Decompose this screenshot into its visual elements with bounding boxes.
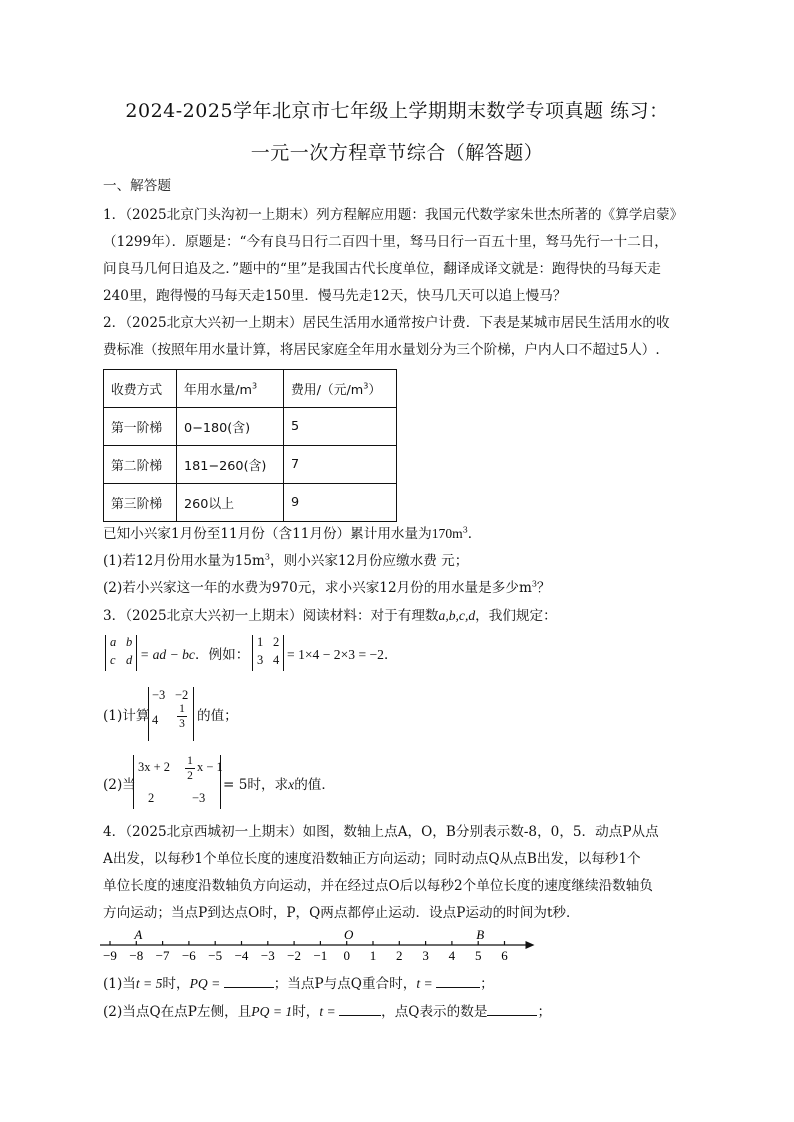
det-entry: 4	[152, 713, 159, 727]
table-cell: 7	[284, 446, 397, 484]
definition-rhs: = ad − bc．例如：	[140, 647, 250, 663]
table-header-cell: 年用水量$/m^3$	[177, 370, 284, 408]
section-heading: 一、解答题	[103, 178, 171, 194]
table-row	[104, 408, 397, 446]
axis-tick-label: 0	[343, 948, 350, 963]
table-cell: 9	[284, 484, 397, 522]
q2-known-usage: 已知小兴家1月份至11月份（含11月份）累计用水量为$170m^3$．	[103, 525, 482, 542]
fraction-one-half: 1 2	[185, 755, 195, 782]
q4-line: 方向运动；当点P到达点O时，P，Q两点都停止运动．设点P运动的时间为t秒．	[103, 905, 580, 921]
axis-tick-label: 6	[501, 948, 508, 963]
answer-blank[interactable]	[487, 1003, 537, 1016]
q4-part2: (2)当点Q在点P左侧，且PQ = 1时，t = ，点Q表示的数是 ；	[103, 1004, 552, 1020]
det-entry: x − 1	[197, 760, 223, 774]
axis-tick-label: 4	[448, 948, 456, 963]
q4-line: 单位长度的速度沿数轴负方向运动，并在经过点O后以每秒2个单位长度的速度继续沿数轴负	[103, 878, 653, 894]
table-cell: 第三阶梯	[104, 484, 177, 522]
axis-tick-label: 3	[422, 948, 429, 963]
table-header-row	[104, 370, 397, 408]
q1-line: 1．（2025北京门头沟初一上期末）列方程解应用题：我国元代数学家朱世杰所著的《算学启蒙》	[103, 207, 684, 223]
axis-tick-label: −8	[129, 948, 144, 963]
q2-line: 2．（2025北京大兴初一上期末）居民生活用水通常按户计费．下表是某城市居民生活用水的收	[103, 315, 670, 331]
table-cell: 第一阶梯	[104, 408, 177, 446]
table-row	[104, 484, 397, 522]
example-rhs: = 1×4 − 2×3 = −2．	[287, 647, 398, 662]
axis-tick-label: −4	[234, 948, 249, 963]
q4-line: A出发，以每秒1个单位长度的速度沿数轴正方向运动；同时动点Q从点B出发，以每秒1个	[103, 851, 641, 867]
det-entry: −3	[152, 688, 166, 702]
answer-blank[interactable]	[436, 975, 480, 988]
table-cell: 0−180(含)	[177, 408, 284, 446]
det-entry: −3	[192, 791, 206, 805]
q3-part2-label: (2)当	[103, 777, 136, 793]
q2-line: 费标准（按照年用水量计算，将居民家庭全年用水量划分为三个阶梯，户内人口不超过5人）.	[103, 342, 660, 358]
axis-tick-label: −9	[103, 948, 117, 963]
axis-tick-label: −7	[155, 948, 170, 963]
axis-tick-label: 1	[369, 948, 377, 963]
table-header-cell: 收费方式	[104, 370, 177, 408]
page-title-line1: 2024-2025学年北京市七年级上学期期末数学专项真题 练习：	[125, 100, 669, 122]
q3-part1-label: (1)计算	[103, 708, 150, 724]
table-row	[104, 446, 397, 484]
det-entry: 3	[257, 653, 264, 667]
q3-part2-end: = 5时，求x的值．	[223, 777, 335, 793]
det-entry: 3x + 2	[138, 760, 171, 774]
point-label: B	[476, 927, 485, 942]
definition-determinant	[105, 635, 137, 671]
axis-tick-label: 5	[474, 948, 482, 963]
q3-part1-end: 的值；	[197, 708, 238, 724]
det-entry: d	[126, 653, 133, 667]
q4-line: 4．（2025北京西城初一上期末）如图，数轴上点A，O，B分别表示数-8，0，5．动点P从点	[103, 824, 659, 840]
table-header-cell: 费用/（元$/m^3$）	[284, 370, 397, 408]
det-entry: b	[126, 635, 133, 649]
q2-part1: (1)若12月份用水量为$15m^3$，则小兴家12月份应缴水费 元；	[103, 552, 469, 569]
det-entry: c	[110, 653, 116, 667]
det-entry: 4	[273, 653, 280, 667]
det-entry: −2	[175, 688, 189, 702]
fraction-one-third: 1 3	[177, 703, 187, 730]
det-entry: a	[110, 635, 117, 649]
water-fee-table	[103, 369, 397, 522]
axis-tick-label: −5	[208, 948, 223, 963]
part1-determinant	[148, 687, 194, 741]
example-determinant	[252, 635, 284, 671]
point-label: A	[134, 927, 143, 942]
table-cell: 第二阶梯	[104, 446, 177, 484]
table-cell: 5	[284, 408, 397, 446]
page-title-line2: 一元一次方程章节综合（解答题）	[250, 142, 544, 164]
q4-part1: (1)当t = 5时，PQ = ；当点P与点Q重合时，t = ；	[103, 976, 494, 992]
det-entry: 1	[257, 635, 264, 649]
q1-line: 240里，跑得慢的马每天走150里．慢马先走12天，快马几天可以追上慢马？	[103, 288, 567, 304]
q3-intro: 3．（2025北京大兴初一上期末）阅读材料：对于有理数a,b,c,d，我们规定：	[103, 608, 557, 624]
point-label: O	[344, 927, 354, 942]
number-line	[95, 925, 545, 970]
table-cell: 260以上	[177, 484, 284, 522]
axis-arrow	[526, 941, 535, 949]
axis-tick-label: 2	[396, 948, 403, 963]
answer-blank[interactable]	[339, 1003, 381, 1016]
part2-determinant	[133, 755, 221, 809]
table-cell: 181−260(含)	[177, 446, 284, 484]
q1-line: 问良马几何日追及之．”题中的“里”是我国古代长度单位，翻译成译文就是：跑得快的马每天走	[103, 261, 661, 277]
det-entry: 2	[273, 635, 280, 649]
axis-tick-label: −1	[313, 948, 328, 963]
det-entry: 2	[148, 791, 155, 805]
answer-blank[interactable]	[224, 975, 274, 988]
axis-tick-label: −6	[181, 948, 196, 963]
q1-line: （1299年）．原题是：“今有良马日行二百四十里，驽马日行一百五十里，驽马先行一十二日，	[103, 234, 668, 250]
axis-tick-label: −2	[287, 948, 302, 963]
axis-tick-label: −3	[260, 948, 275, 963]
q2-part2: (2)若小兴家这一年的水费为970元，求小兴家12月份的用水量是多少$m^3$？	[103, 579, 551, 596]
